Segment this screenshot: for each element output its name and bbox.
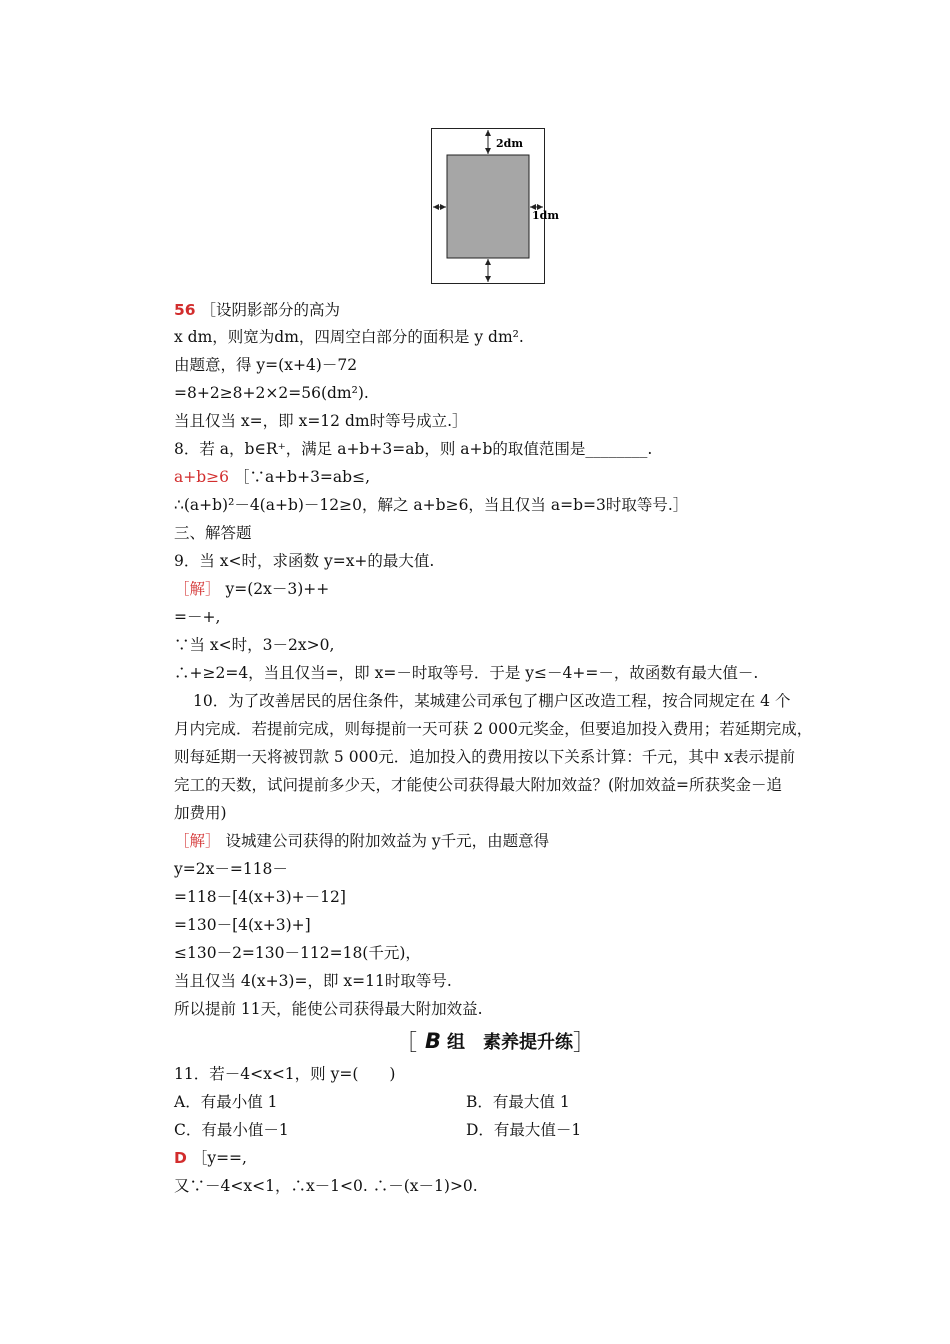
q7-answer: 56 [174, 301, 196, 319]
q11-answer-line [174, 1148, 247, 1168]
section-b-header [395, 1028, 595, 1054]
q11-answer: D [174, 1149, 187, 1167]
q10-step-0: 设城建公司获得的附加效益为 y千元，由题意得 [225, 832, 550, 850]
q10-line-5: 加费用) [174, 804, 227, 822]
q9-step-2: =－+, [174, 608, 221, 626]
section-b-badge: B [425, 1029, 442, 1053]
q9-question: 9．当 x<时，求函数 y=x+的最大值. [174, 552, 435, 570]
q10-step-6: 所以提前 11天，能使公司获得最大附加效益. [174, 1000, 483, 1018]
q10-step-2: =118－[4(x+3)+－12] [174, 888, 346, 906]
q7-line-2: x dm，则宽为dm，四周空白部分的面积是 y dm². [174, 328, 524, 346]
q7-line-4: =8+2≥8+2×2=56(dm²). [174, 384, 369, 402]
figure-shaded-rectangle [431, 128, 559, 284]
q7-line-5: 当且仅当 x=，即 x=12 dm时等号成立.］ [174, 412, 468, 430]
q10-step-1: y=2x－=118－ [174, 860, 288, 878]
q10-step-3: =130－[4(x+3)+] [174, 916, 311, 934]
q11-option-c: C．有最小值－1 [174, 1121, 289, 1139]
q7-solution-start: ［设阴影部分的高为 [200, 301, 341, 319]
section-b-title: 组 素养提升练 [447, 1032, 574, 1053]
q11-question: 11．若－4<x<1，则 y=( ) [174, 1065, 396, 1083]
q9-step-1: y=(2x－3)++ [225, 580, 330, 598]
q8-answer: a+b≥6 [174, 468, 229, 486]
q10-step-4: ≤130－2=130－112=18(千元)， [174, 944, 421, 962]
q9-step-4: ∴+≥2=4，当且仅当=，即 x=－时取等号．于是 y≤－4+=－，故函数有最大值－. [174, 664, 759, 682]
q8-question: 8．若 a，b∈R⁺，满足 a+b+3=ab，则 a+b的取值范围是________. [174, 440, 653, 458]
q10-solution-0 [174, 831, 549, 851]
q11-solution-start: ［y==, [191, 1149, 247, 1167]
q10-line-1: 10．为了改善居民的居住条件，某城建公司承包了棚户区改造工程，按合同规定在 4 个 [193, 692, 791, 710]
q11-solution-2: 又∵－4<x<1，∴x－1<0. ∴－(x－1)>0. [174, 1177, 478, 1195]
q7-answer-line [174, 300, 340, 320]
section-b-open-bracket: ［ [395, 1030, 418, 1056]
q7-line-3: 由题意，得 y=(x+4)－72 [174, 356, 358, 374]
q8-solution-2: ∴(a+b)²－4(a+b)－12≥0，解之 a+b≥6，当且仅当 a=b=3时取等号.］ [174, 496, 689, 514]
q11-option-a: A．有最小值 1 [174, 1093, 278, 1111]
section-b-close-bracket: ］ [573, 1030, 596, 1056]
q10-line-2: 月内完成．若提前完成，则每提前一天可获 2 000元奖金，但要追加投入费用；若延期完成， [174, 720, 813, 738]
q8-solution-start: ［∵a+b+3=ab≤, [233, 468, 371, 486]
label-top-margin: 2dm [496, 137, 523, 150]
figure-svg [431, 128, 559, 284]
label-right-margin: 1dm [532, 209, 559, 222]
q11-option-d: D．有最大值－1 [466, 1121, 582, 1139]
q9-step-3: ∵当 x<时，3－2x>0, [174, 636, 335, 654]
q8-answer-line [174, 467, 370, 487]
jie-label: ［解］ [174, 832, 221, 850]
shaded-rectangle [447, 155, 529, 258]
section-heading-answer-questions: 三、解答题 [174, 524, 252, 542]
q9-solution-1 [174, 579, 329, 599]
q10-line-3: 则每延期一天将被罚款 5 000元．追加投入的费用按以下关系计算：千元，其中 x表示提前 [174, 748, 795, 766]
q10-step-5: 当且仅当 4(x+3)=，即 x=11时取等号. [174, 972, 452, 990]
q10-line-4: 完工的天数，试问提前多少天，才能使公司获得最大附加效益？(附加效益=所获奖金－追 [174, 776, 783, 794]
jie-label: ［解］ [174, 580, 221, 598]
q11-option-b: B．有最大值 1 [466, 1093, 570, 1111]
